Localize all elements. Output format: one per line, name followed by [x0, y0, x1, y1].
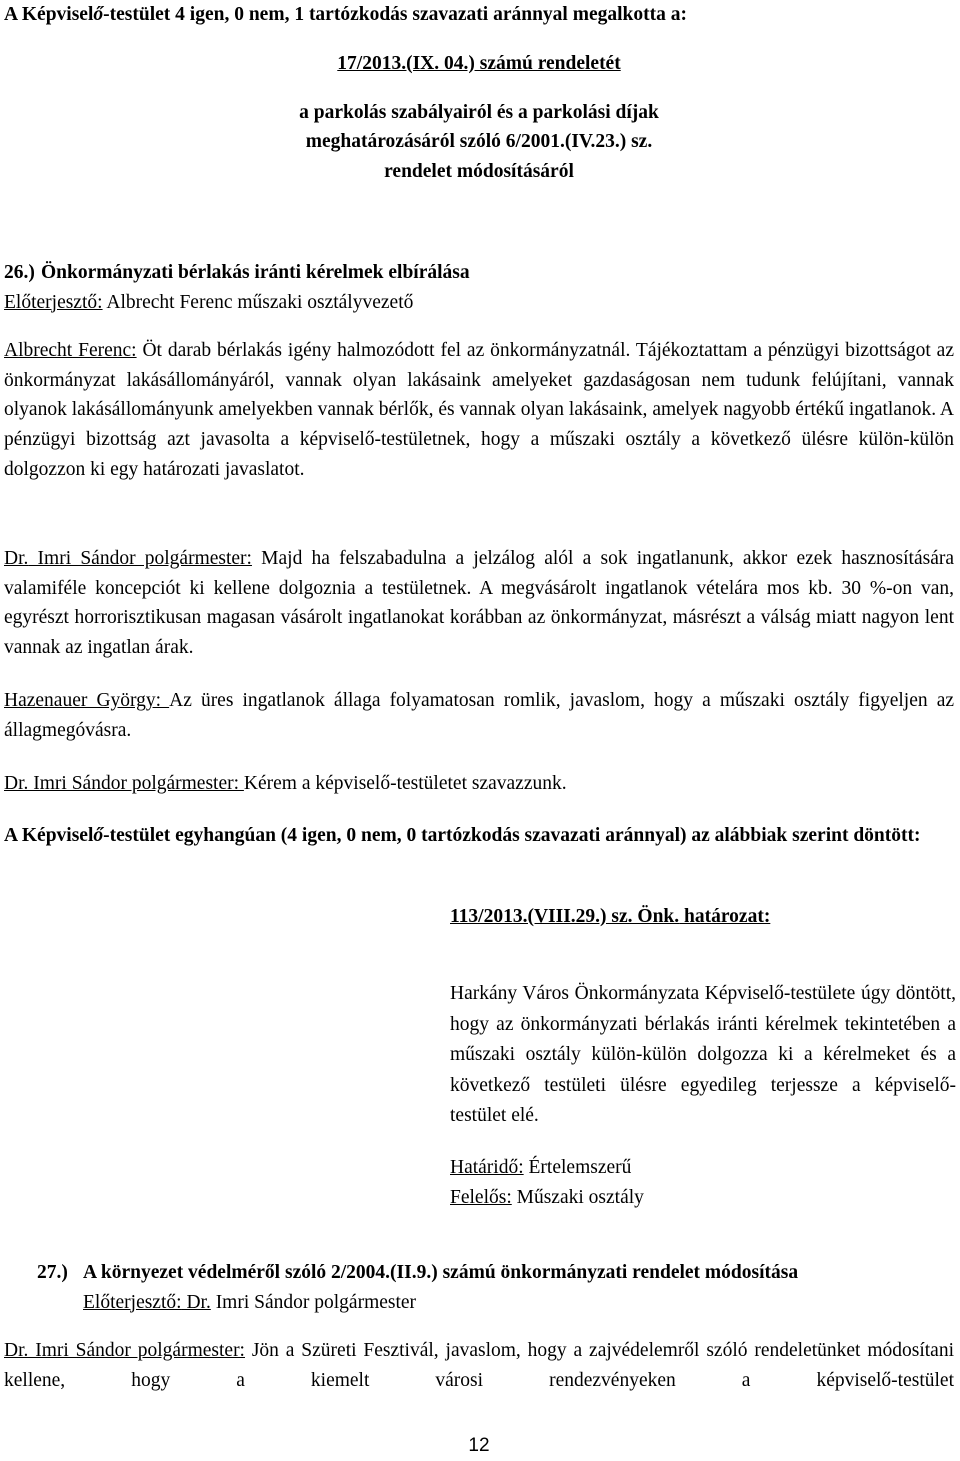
- rendelet-number: 17/2013.(IX. 04.) számú rendeletét: [337, 53, 621, 74]
- vote-result: A Képviselő-testület egyhangúan (4 igen, 0 nem, 0 tartózkodás szavazati aránnyal) az alábbiak szerint döntött:: [4, 825, 921, 846]
- agenda-item-26-title: 26.) Önkormányzati bérlakás iránti kérelmek elbírálása: [4, 262, 470, 283]
- resolution-meta: [450, 1153, 956, 1212]
- agenda-item-27-presenter: Előterjesztő: Dr. Imri Sándor polgármester: [83, 1291, 417, 1313]
- resolution-text: Harkány Város Önkormányzata Képviselő-testülete úgy döntött, hogy az önkormányzati bérlakás iránti kérelmek tekintetében a műszaki osztály külön-külön dolgozza ki a kérelmeket és a következő testületi ülésre egyedileg terjessze a képviselő-testület elé.: [450, 983, 956, 1127]
- agenda-item-27-title: 27.) A környezet védelméről szóló 2/2004.(II.9.) számú önkormányzati rendelet módosítása: [37, 1262, 799, 1283]
- agenda-item-27: [37, 1258, 954, 1317]
- speech-albrecht: Albrecht Ferenc: Öt darab bérlakás igény halmozódott fel az önkormányzatnál. Tájékoztattam a pénzügyi bizottságot az önkormányzat lakásállományáról, vannak olyan lakásaink amelyeket gazdaságosan nem tudunk felújítani, vannak olyanok lakásállományunk amelyekben vannak bérlők, és vannak olyan lakásaink, amelyek nagyobb értékű ingatlanok. A pénzügyi bizottság azt javasolta a képviselő-testületnek, hogy a műszaki osztály a következő ülésre külön-külön dolgozzon ki egy határozati javaslatot.: [4, 340, 954, 480]
- rendelet-title-line1: a parkolás szabályairól és a parkolási díjak: [299, 101, 659, 123]
- resolution-number: 113/2013.(VIII.29.) sz. Önk. határozat:: [450, 906, 771, 927]
- speech-imri-2: Dr. Imri Sándor polgármester: Kérem a képviselő-testületet szavazzunk.: [4, 773, 567, 794]
- agenda-item-26: [4, 258, 954, 317]
- resolution-deadline: Határidő: Értelemszerű: [450, 1157, 632, 1178]
- rendelet-title-line2: meghatározásáról szóló 6/2001.(IV.23.) sz.: [305, 131, 653, 153]
- rendelet-block: [4, 49, 954, 187]
- intro-line: A Képviselő-testület 4 igen, 0 nem, 1 tartózkodás szavazati aránnyal megalkotta a:: [4, 4, 687, 25]
- rendelet-title-line3: rendelet módosításáról: [384, 160, 574, 182]
- speech-hazenauer: Hazenauer György: Az üres ingatlanok állaga folyamatosan romlik, javaslom, hogy a műszaki osztály figyeljen az állagmegóvásra.: [4, 690, 954, 741]
- page-number: 12: [468, 1435, 490, 1456]
- speech-imri-3: Dr. Imri Sándor polgármester: Jön a Szüreti Fesztivál, javaslom, hogy a zajvédelemről szóló rendeletünket módosítani kellene, hogy a kiemelt városi rendezvényeken a képviselő-testület: [4, 1340, 954, 1391]
- speech-imri-1: Dr. Imri Sándor polgármester: Majd ha felszabadulna a jelzálog alól a sok ingatlanunk, akkor ezek hasznosítására valamiféle koncepciót ki kellene dolgoznia a testületnek. A megvásárolt ingatlanok vételára mos kb. 30 %-on van, egyrészt horrorisztikusan magasan vásárolt ingatlanokat korábban az önkormányzat, másrészt a válság miatt nagyon lent vannak az ingatlan árak.: [4, 548, 954, 658]
- resolution-responsible: Felelős: Műszaki osztály: [450, 1186, 644, 1208]
- agenda-item-26-presenter: Előterjesztő: Albrecht Ferenc műszaki osztályvezető: [4, 291, 414, 313]
